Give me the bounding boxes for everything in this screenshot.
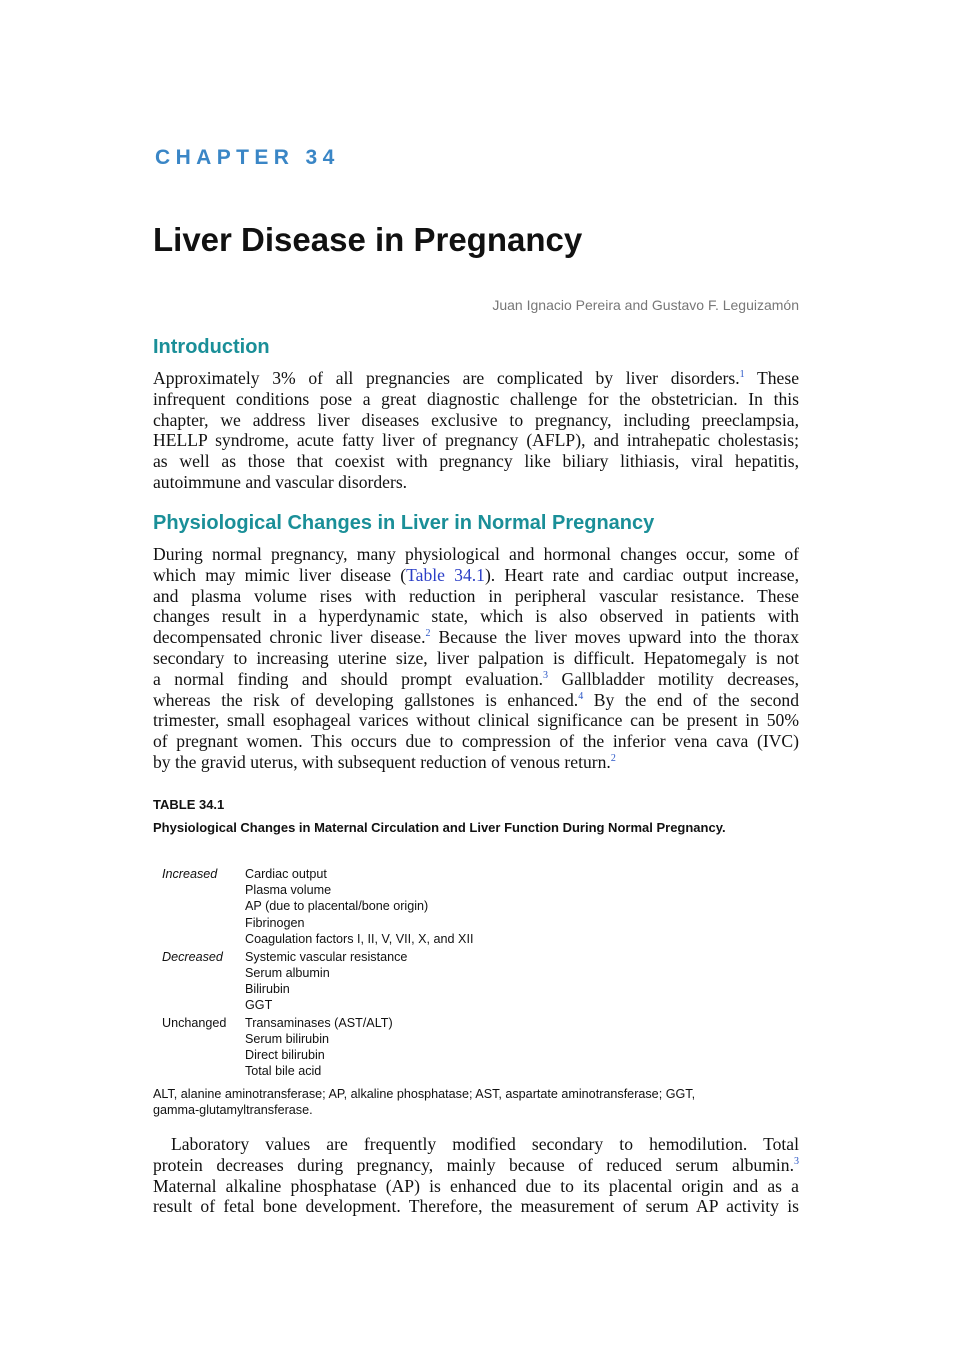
physio-paragraph <box>153 544 799 773</box>
table-cell: Serum albumin <box>245 965 330 980</box>
paragraph-line <box>153 752 799 773</box>
text-run: a normal finding and should prompt evaluation. <box>153 668 544 689</box>
paragraph-line: chapter, we address liver diseases exclusive to pregnancy, including preeclampsia, <box>153 409 799 430</box>
table-cell: GGT <box>245 998 273 1013</box>
table-cell: Direct bilirubin <box>245 1048 325 1063</box>
text-run: protein decreases during pregnancy, mainly because of reduced serum albumin. <box>153 1154 794 1175</box>
table-cell: Transaminases (AST/ALT) <box>245 1015 393 1030</box>
lab-paragraph <box>153 1134 799 1217</box>
table-category: Decreased <box>162 949 223 964</box>
paragraph-line: infrequent conditions pose a great diagnostic challenge for the obstetrician. In this <box>153 388 799 409</box>
paragraph-line: of pregnant women. This occurs due to compression of the inferior vena cava (IVC) <box>153 731 799 752</box>
physio-heading: Physiological Changes in Liver in Normal Pregnancy <box>153 512 655 534</box>
intro-heading: Introduction <box>153 336 270 358</box>
table-caption: Physiological Changes in Maternal Circulation and Liver Function During Normal Pregnancy. <box>153 820 726 835</box>
paragraph-line: Maternal alkaline phosphatase (AP) is enhanced due to its placental origin and as a <box>153 1175 799 1196</box>
citation-ref[interactable]: 2 <box>610 753 616 765</box>
citation-ref[interactable]: 1 <box>739 369 745 381</box>
table-category: Increased <box>162 867 218 881</box>
table-footnote <box>153 1086 793 1119</box>
paragraph-line <box>153 1155 799 1176</box>
table-cell: Serum bilirubin <box>245 1032 329 1047</box>
table-category: Unchanged <box>162 1015 227 1030</box>
paragraph-line: and plasma volume rises with reduction in peripheral vascular resistance. These <box>153 585 799 606</box>
text-run: whereas the risk of developing gallstones is enhanced. <box>153 689 579 710</box>
text-run: decompensated chronic liver disease. <box>153 627 426 648</box>
table-label: TABLE 34.1 <box>153 797 225 812</box>
text-run: These <box>744 368 800 388</box>
authors-line: Juan Ignacio Pereira and Gustavo F. Leguizamón <box>492 297 799 313</box>
table-cell: Systemic vascular resistance <box>245 949 408 964</box>
paragraph-line: During normal pregnancy, many physiological and hormonal changes occur, some of <box>153 544 799 564</box>
citation-ref[interactable]: 3 <box>794 1155 799 1167</box>
chapter-label: CHAPTER 34 <box>155 146 340 169</box>
table-cell: Coagulation factors I, II, V, VII, X, and XII <box>245 931 474 946</box>
footnote-line: ALT, alanine aminotransferase; AP, alkaline phosphatase; AST, aspartate aminotransferase; GGT, <box>153 1087 696 1101</box>
table-cell: Cardiac output <box>245 867 327 881</box>
paragraph-line <box>153 368 799 389</box>
paragraph-line: HELLP syndrome, acute fatty liver of pregnancy (AFLP), and intrahepatic cholestasis; <box>153 430 799 451</box>
table-cell: Plasma volume <box>245 883 332 898</box>
text-run: Approximately 3% of all pregnancies are complicated by liver disorders. <box>153 368 740 388</box>
citation-ref[interactable]: 2 <box>425 628 431 640</box>
text-run: which may mimic liver disease ( <box>153 564 407 585</box>
table-link[interactable]: Table 34.1 <box>406 564 485 585</box>
paragraph-line: autoimmune and vascular disorders. <box>153 471 408 492</box>
paragraph-line: trimester, small esophageal varices without clinical significance can be present in 50% <box>153 710 799 731</box>
paragraph-line: changes result in a hyperdynamic state, which is also observed in patients with <box>153 606 799 627</box>
citation-ref[interactable]: 3 <box>543 669 549 681</box>
paragraph-line <box>153 690 799 711</box>
table-cell: AP (due to placental/bone origin) <box>245 899 429 914</box>
paragraph-line: secondary to increasing uterine size, liver palpation is difficult. Hepatomegaly is not <box>153 647 799 668</box>
citation-ref[interactable]: 4 <box>578 690 584 702</box>
footnote-line: gamma-glutamyltransferase. <box>153 1103 313 1118</box>
paragraph-line: result of fetal bone development. Therefore, the measurement of serum AP activity is <box>153 1196 799 1217</box>
table-cell: Bilirubin <box>245 981 290 996</box>
text-run: Because the liver moves upward into the thorax <box>430 627 799 648</box>
intro-paragraph <box>153 368 799 493</box>
text-run: By the end of the second <box>583 689 799 710</box>
paragraph-line: as well as those that coexist with pregnancy like biliary lithiasis, viral hepatitis, <box>153 451 799 472</box>
text-run: by the gravid uterus, with subsequent reduction of venous return. <box>153 751 611 772</box>
paragraph-line <box>153 669 799 690</box>
paragraph-line <box>153 627 799 648</box>
text-run: ). Heart rate and cardiac output increase, <box>484 564 799 585</box>
table-cell: Fibrinogen <box>245 915 305 930</box>
chapter-title: Liver Disease in Pregnancy <box>153 221 583 258</box>
paragraph-line: Laboratory values are frequently modified secondary to hemodilution. Total <box>171 1134 799 1154</box>
table-cell: Total bile acid <box>245 1064 322 1079</box>
paragraph-line <box>153 565 799 586</box>
text-run: Gallbladder motility decreases, <box>548 668 799 689</box>
